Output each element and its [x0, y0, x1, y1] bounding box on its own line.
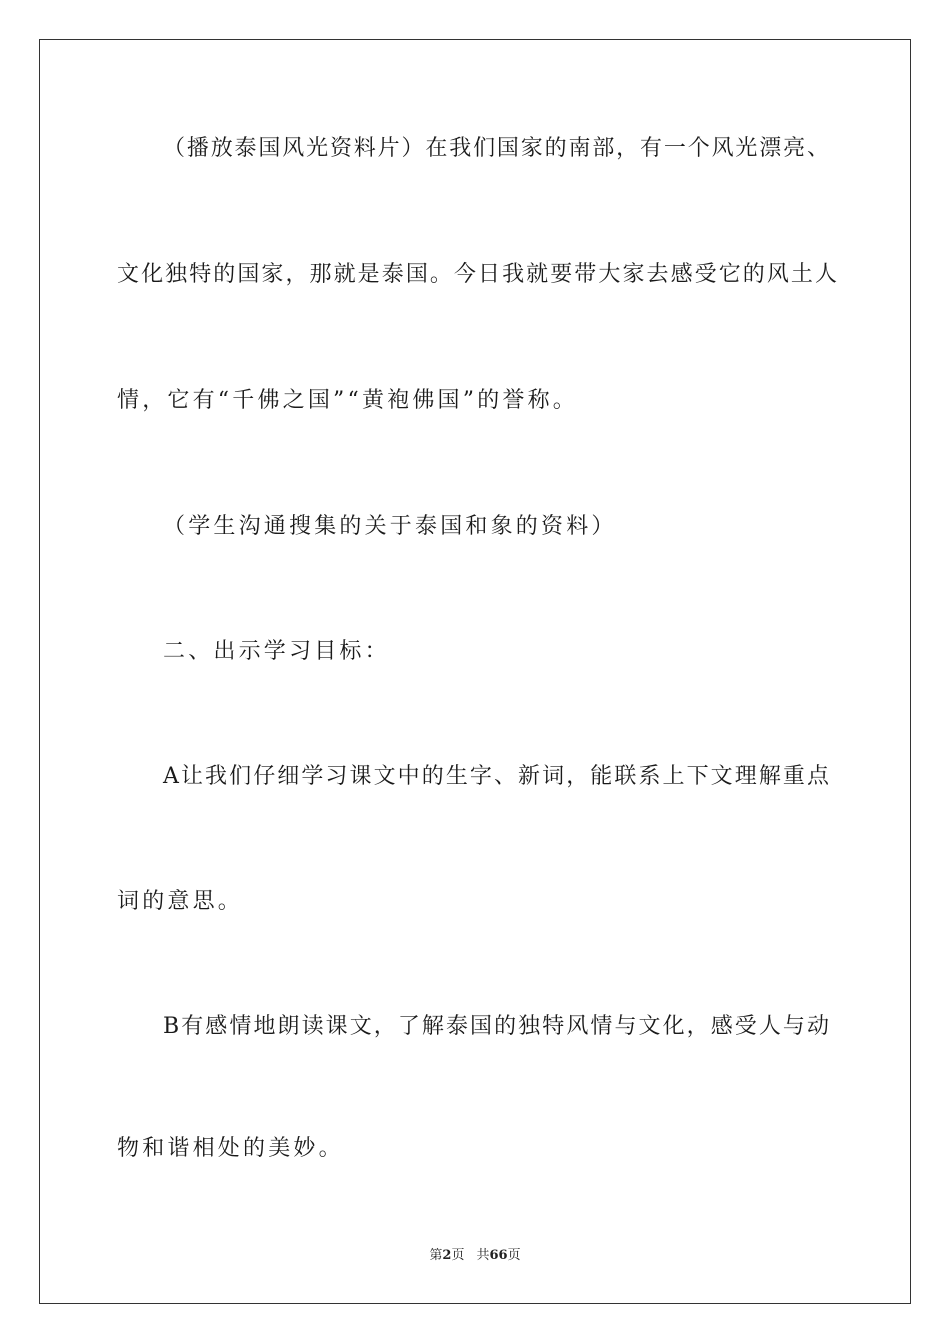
total-suffix: 页: [507, 1248, 521, 1263]
page-prefix: 第: [429, 1248, 443, 1263]
page-suffix: 页: [451, 1248, 465, 1263]
objective-a-line-1: A让我们仔细学习课文中的生字、新词，能联系上下文理解重点: [163, 764, 829, 789]
paragraph-line-3: 情，它有“千佛之国”“黄袍佛国”的誉称。: [117, 388, 578, 413]
paragraph-line-2: 文化独特的国家，那就是泰国。今日我就要带大家去感受它的风土人: [117, 262, 837, 287]
objective-b-line-2: 物和谐相处的美妙。: [117, 1136, 344, 1161]
total-pages: 66: [489, 1248, 508, 1263]
page-number: 2: [442, 1248, 452, 1263]
section-heading-objectives: 二、出示学习目标：: [163, 639, 390, 664]
page-border: [39, 39, 911, 1304]
objective-a-line-2: 词的意思。: [117, 889, 244, 914]
paragraph-line-4: （学生沟通搜集的关于泰国和象的资料）: [163, 514, 617, 539]
objective-b-line-1: B有感情地朗读课文，了解泰国的独特风情与文化，感受人与动: [163, 1014, 829, 1039]
paragraph-line-1: （播放泰国风光资料片）在我们国家的南部，有一个风光漂亮、: [163, 136, 829, 161]
page-footer: [0, 1247, 950, 1265]
total-prefix: 共: [476, 1248, 490, 1263]
